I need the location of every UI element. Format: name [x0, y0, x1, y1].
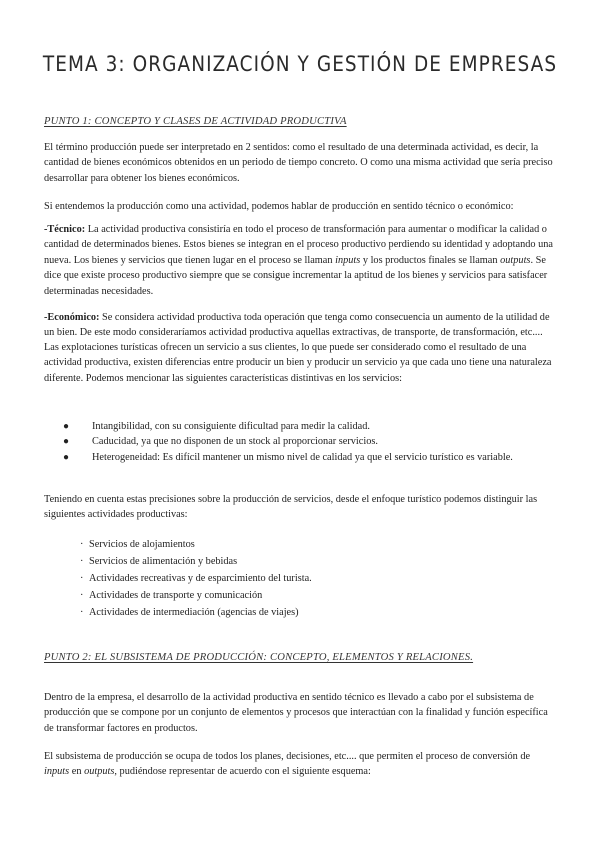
paragraph-economico — [44, 310, 556, 341]
paragraph-subsistema: Dentro de la empresa, el desarrollo de la actividad productiva en sentido técnico es llevado a cabo por el subsistema de producción que se compone por un conjunto de elementos y procesos que interactúan con la finalidad y función específica de transformar factores en productos. — [44, 692, 548, 734]
tecnico-text-a: La actividad productiva consistiría en todo el proceso de transformación para aumentar o modificar la calidad o cantidad de determinados bienes. Estos bienes se integran en el proceso productivo perdiendo su identidad y adoptando una nueva. Los bienes y servicios que tienen lugar en el proceso se llaman — [44, 224, 553, 266]
paragraph-produccion-definicion: El término producción puede ser interpretado en 2 sentidos: como el resultado de una determinada actividad, es decir, la cantidad de bienes económicos obtenidos en un periodo de tiempo concreto. O como una misma actividad que sería preciso desarrollar para obtener los bienes económicos. — [44, 142, 553, 184]
list-item — [63, 450, 533, 465]
list-item-text: Actividades recreativas y de esparcimiento del turista. — [89, 573, 312, 584]
list-item — [80, 570, 500, 587]
esquema-text-b: en — [69, 766, 85, 778]
list-item — [63, 434, 533, 449]
list-item-text: Servicios de alimentación y bebidas — [89, 556, 238, 567]
paragraph-sentidos: Si entendemos la producción como una actividad, podemos hablar de producción en sentido técnico o económico: — [44, 201, 514, 212]
section-heading-punto-2: PUNTO 2: EL SUBSISTEMA DE PRODUCCIÓN: CONCEPTO, ELEMENTOS Y RELACIONES. — [44, 652, 474, 663]
bullet-icon: ● — [63, 436, 70, 448]
tecnico-text-c: . Se dice que existe proceso productivo siempre que se consigue incrementar la aptitud de los bienes y servicios para satisfacer determinadas necesidades. — [44, 254, 548, 297]
dash-bullet-icon: · — [80, 573, 84, 584]
dash-bullet-icon: · — [80, 539, 84, 550]
list-item — [80, 553, 500, 570]
list-item-text: Actividades de intermediación (agencias de viajes) — [89, 607, 299, 618]
paragraph-tecnico — [44, 222, 556, 299]
dash-bullet-icon: · — [80, 556, 84, 567]
dash-bullet-icon: · — [80, 590, 84, 601]
list-item — [80, 604, 500, 621]
tecnico-text-b: y los productos finales se llaman — [360, 254, 501, 266]
esquema-text-a: El subsistema de producción se ocupa de todos los planes, decisiones, etc.... que permiten el proceso de conversión de — [44, 751, 531, 762]
list-item-text: Servicios de alojamientos — [89, 539, 195, 550]
economico-text: Se considera actividad productiva toda operación que tenga como consecuencia un aumento de la utilidad de un bien. De este modo consideraríamos actividad productiva aquellas extractivas, de transporte, de transformación, etc.... — [44, 312, 550, 339]
list-item — [63, 419, 533, 434]
list-item — [80, 587, 500, 604]
esquema-text-c: , pudiéndose representar de acuerdo con el siguiente esquema: — [114, 766, 371, 778]
esquema-inputs: inputs — [44, 766, 70, 778]
paragraph-precisiones: Teniendo en cuenta estas precisiones sobre la producción de servicios, desde el enfoque turístico podemos distinguir las siguientes actividades productivas: — [44, 494, 538, 521]
tecnico-label: -Técnico: — [44, 224, 86, 235]
list-item-text: Heterogeneidad: Es difícil mantener un mismo nivel de calidad ya que el servicio turístico es variable. — [92, 451, 513, 463]
tecnico-outputs: outputs — [500, 254, 531, 266]
economico-label: -Económico: — [44, 312, 100, 323]
list-item-text: Intangibilidad, con su consiguiente dificultad para medir la calidad. — [92, 421, 370, 432]
bullet-icon: ● — [63, 451, 70, 463]
esquema-outputs: outputs — [84, 766, 115, 778]
list-item-text: Actividades de transporte y comunicación — [89, 590, 263, 601]
activities-list — [80, 536, 500, 621]
list-item — [80, 536, 500, 553]
bullet-icon: ● — [63, 421, 70, 432]
dash-bullet-icon: · — [80, 607, 84, 618]
paragraph-explotaciones: Las explotaciones turísticas ofrecen un servicio a sus clientes, lo que puede ser considerado como el resultado de una actividad productiva, existen diferencias entre producir un bien y producir un servicio ya que cada uno tiene una naturaleza diferente. Podemos mencionar las siguientes características distintivas en los servicios: — [44, 342, 552, 384]
list-item-text: Caducidad, ya que no disponen de un stock al proporcionar servicios. — [92, 436, 378, 448]
characteristics-list — [63, 419, 533, 465]
tecnico-inputs: inputs — [335, 254, 361, 266]
section-heading-punto-1: PUNTO 1: CONCEPTO Y CLASES DE ACTIVIDAD PRODUCTIVA — [44, 116, 347, 127]
page-title: TEMA 3: ORGANIZACIÓN Y GESTIÓN DE EMPRESAS — [42, 52, 558, 76]
paragraph-esquema — [44, 749, 556, 780]
